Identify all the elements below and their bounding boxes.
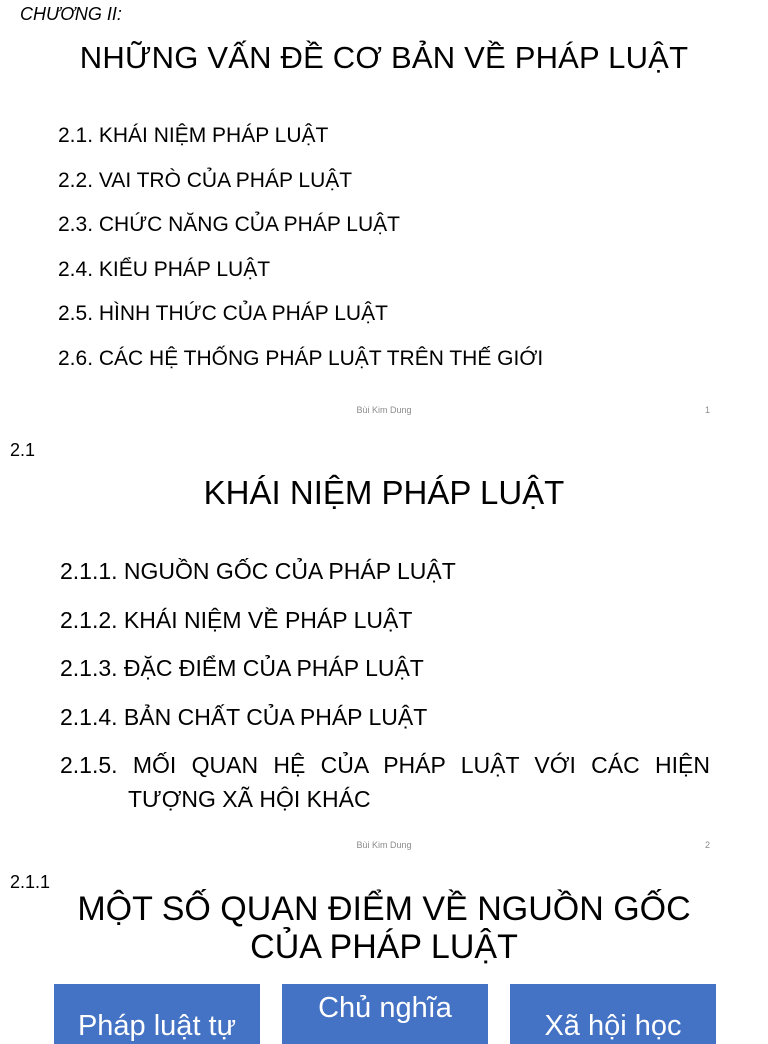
list-item: 2.1.2. KHÁI NIỆM VỀ PHÁP LUẬT (60, 606, 413, 633)
section-number: 2.1.1 (10, 872, 51, 892)
list-item: 2.6. CÁC HỆ THỐNG PHÁP LUẬT TRÊN THẾ GIỚI (58, 346, 544, 370)
concept-box (510, 984, 716, 1044)
list-item: 2.1.1. NGUỒN GỐC CỦA PHÁP LUẬT (60, 558, 456, 584)
slide-title: NHỮNG VẤN ĐỀ CƠ BẢN VỀ PHÁP LUẬT (79, 40, 689, 75)
footer-author: Bùi Kim Dung (356, 840, 412, 850)
slide-1 (0, 0, 768, 430)
list-item-continuation: TƯỢNG XÃ HỘI KHÁC (128, 786, 371, 812)
concept-box (54, 984, 260, 1044)
list-item: 2.2. VAI TRÒ CỦA PHÁP LUẬT (58, 168, 353, 192)
concept-box-label: Xã hội học (544, 1010, 682, 1042)
list-item: 2.1.3. ĐẶC ĐIỂM CỦA PHÁP LUẬT (60, 655, 424, 681)
list-item: 2.1. KHÁI NIỆM PHÁP LUẬT (58, 124, 329, 147)
concept-boxes (54, 984, 716, 1044)
chapter-label: CHƯƠNG II: (20, 4, 122, 24)
page-number: 1 (704, 405, 710, 415)
contents-list (58, 120, 543, 387)
list-item: 2.1.5. MỐI QUAN HỆ CỦA PHÁP LUẬT VỚI CÁC HIỆN (60, 752, 710, 778)
slide-2 (0, 432, 768, 862)
page-number: 2 (704, 840, 710, 850)
list-item: 2.3. CHỨC NĂNG CỦA PHÁP LUẬT (58, 213, 400, 236)
list-item: 2.5. HÌNH THỨC CỦA PHÁP LUẬT (58, 302, 388, 325)
concept-box-label: Pháp luật tự (77, 1010, 237, 1042)
footer-author: Bùi Kim Dung (356, 405, 412, 415)
slide-title: KHÁI NIỆM PHÁP LUẬT (203, 474, 565, 511)
slide-title-line: CỦA PHÁP LUẬT (250, 928, 518, 966)
slide-3 (0, 864, 768, 1042)
list-item: 2.4. KIỂU PHÁP LUẬT (58, 257, 271, 281)
section-number: 2.1 (10, 440, 36, 460)
concept-box (282, 984, 488, 1044)
list-item: 2.1.4. BẢN CHẤT CỦA PHÁP LUẬT (60, 703, 428, 730)
concept-box-label: Chủ nghĩa (318, 992, 452, 1024)
contents-list (60, 554, 710, 816)
slide-title (0, 890, 768, 966)
slide-title-line: MỘT SỐ QUAN ĐIỂM VỀ NGUỒN GỐC (77, 890, 691, 928)
